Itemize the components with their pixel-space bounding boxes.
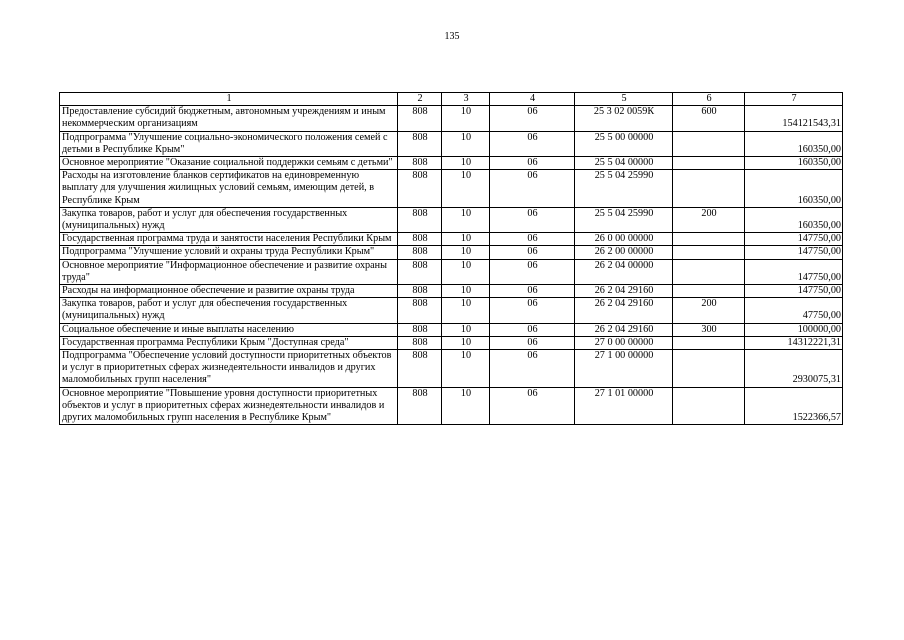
- row-expense-type-cell: 600: [673, 106, 745, 131]
- table-row: [60, 246, 843, 259]
- row-name-cell: Подпрограмма "Улучшение социально-экономического положения семей с детьми в Республике Крым": [60, 131, 398, 156]
- row-subsection-cell: 06: [490, 246, 575, 259]
- row-code-cell: 808: [398, 207, 442, 232]
- row-code-cell: 808: [398, 259, 442, 284]
- row-amount-cell: 147750,00: [745, 246, 843, 259]
- row-section-cell: 10: [442, 323, 490, 336]
- row-expense-type-cell: 200: [673, 207, 745, 232]
- row-expense-type-cell: [673, 285, 745, 298]
- row-code-cell: 808: [398, 233, 442, 246]
- row-name-cell: Расходы на информационное обеспечение и развитие охраны труда: [60, 285, 398, 298]
- row-code-cell: 808: [398, 387, 442, 425]
- row-section-cell: 10: [442, 259, 490, 284]
- row-subsection-cell: 06: [490, 170, 575, 208]
- row-expense-type-cell: [673, 259, 745, 284]
- row-section-cell: 10: [442, 157, 490, 170]
- row-name-cell: Расходы на изготовление бланков сертификатов на единовременную выплату для улучшения жилищных условий семьям, имеющим детей, в Республике Крым: [60, 170, 398, 208]
- row-name-cell: Социальное обеспечение и иные выплаты населению: [60, 323, 398, 336]
- row-section-cell: 10: [442, 106, 490, 131]
- row-name-cell: Государственная программа Республики Крым "Доступная среда": [60, 336, 398, 349]
- row-subsection-cell: 06: [490, 157, 575, 170]
- row-expense-type-cell: [673, 170, 745, 208]
- row-amount-cell: 160350,00: [745, 170, 843, 208]
- row-target-article-cell: 25 5 04 25990: [575, 170, 673, 208]
- header-col-6: 6: [673, 93, 745, 106]
- table-row: [60, 207, 843, 232]
- row-section-cell: 10: [442, 298, 490, 323]
- row-target-article-cell: 25 5 04 25990: [575, 207, 673, 232]
- row-code-cell: 808: [398, 131, 442, 156]
- row-code-cell: 808: [398, 323, 442, 336]
- row-section-cell: 10: [442, 170, 490, 208]
- row-amount-cell: 160350,00: [745, 207, 843, 232]
- table-header-row: [60, 93, 843, 106]
- row-name-cell: Подпрограмма "Обеспечение условий доступности приоритетных объектов и услуг в приоритетных сферах жизнедеятельности инвалидов и других маломобильных групп населения": [60, 350, 398, 388]
- row-expense-type-cell: [673, 246, 745, 259]
- row-amount-cell: 147750,00: [745, 233, 843, 246]
- row-section-cell: 10: [442, 233, 490, 246]
- row-amount-cell: 1522366,57: [745, 387, 843, 425]
- row-target-article-cell: 25 5 04 00000: [575, 157, 673, 170]
- table-row: [60, 170, 843, 208]
- header-col-3: 3: [442, 93, 490, 106]
- row-subsection-cell: 06: [490, 106, 575, 131]
- table-row: [60, 285, 843, 298]
- row-amount-cell: 100000,00: [745, 323, 843, 336]
- row-subsection-cell: 06: [490, 298, 575, 323]
- row-amount-cell: 47750,00: [745, 298, 843, 323]
- row-subsection-cell: 06: [490, 387, 575, 425]
- table-row: [60, 259, 843, 284]
- row-amount-cell: 154121543,31: [745, 106, 843, 131]
- row-section-cell: 10: [442, 131, 490, 156]
- page-number: 135: [444, 31, 460, 42]
- row-target-article-cell: 25 5 00 00000: [575, 131, 673, 156]
- row-subsection-cell: 06: [490, 336, 575, 349]
- row-expense-type-cell: [673, 233, 745, 246]
- table-row: [60, 106, 843, 131]
- row-target-article-cell: 27 1 01 00000: [575, 387, 673, 425]
- row-expense-type-cell: [673, 336, 745, 349]
- row-expense-type-cell: [673, 350, 745, 388]
- row-code-cell: 808: [398, 336, 442, 349]
- row-name-cell: Государственная программа труда и занятости населения Республики Крым: [60, 233, 398, 246]
- table-row: [60, 298, 843, 323]
- row-code-cell: 808: [398, 106, 442, 131]
- row-code-cell: 808: [398, 157, 442, 170]
- row-section-cell: 10: [442, 336, 490, 349]
- header-col-2: 2: [398, 93, 442, 106]
- budget-table: [59, 92, 843, 425]
- row-subsection-cell: 06: [490, 131, 575, 156]
- table-row: [60, 131, 843, 156]
- row-code-cell: 808: [398, 298, 442, 323]
- row-name-cell: Закупка товаров, работ и услуг для обеспечения государственных (муниципальных) нужд: [60, 207, 398, 232]
- row-target-article-cell: 25 3 02 0059К: [575, 106, 673, 131]
- row-subsection-cell: 06: [490, 350, 575, 388]
- header-col-1: 1: [60, 93, 398, 106]
- row-subsection-cell: 06: [490, 207, 575, 232]
- header-col-4: 4: [490, 93, 575, 106]
- table-row: [60, 323, 843, 336]
- row-target-article-cell: 27 1 00 00000: [575, 350, 673, 388]
- row-subsection-cell: 06: [490, 233, 575, 246]
- table-row: [60, 350, 843, 388]
- row-section-cell: 10: [442, 207, 490, 232]
- row-amount-cell: 2930075,31: [745, 350, 843, 388]
- row-name-cell: Предоставление субсидий бюджетным, автономным учреждениям и иным некоммерческим организациям: [60, 106, 398, 131]
- row-amount-cell: 160350,00: [745, 157, 843, 170]
- row-amount-cell: 160350,00: [745, 131, 843, 156]
- header-col-7: 7: [745, 93, 843, 106]
- row-amount-cell: 14312221,31: [745, 336, 843, 349]
- table-row: [60, 157, 843, 170]
- row-expense-type-cell: [673, 131, 745, 156]
- row-expense-type-cell: [673, 387, 745, 425]
- row-target-article-cell: 26 0 00 00000: [575, 233, 673, 246]
- row-name-cell: Подпрограмма "Улучшение условий и охраны труда Республики Крым": [60, 246, 398, 259]
- row-name-cell: Основное мероприятие "Информационное обеспечение и развитие охраны труда": [60, 259, 398, 284]
- row-code-cell: 808: [398, 246, 442, 259]
- row-section-cell: 10: [442, 285, 490, 298]
- row-code-cell: 808: [398, 285, 442, 298]
- row-target-article-cell: 26 2 00 00000: [575, 246, 673, 259]
- row-amount-cell: 147750,00: [745, 285, 843, 298]
- table-row: [60, 387, 843, 425]
- row-expense-type-cell: 300: [673, 323, 745, 336]
- row-target-article-cell: 26 2 04 29160: [575, 285, 673, 298]
- row-target-article-cell: 26 2 04 29160: [575, 323, 673, 336]
- row-target-article-cell: 27 0 00 00000: [575, 336, 673, 349]
- header-col-5: 5: [575, 93, 673, 106]
- table-row: [60, 233, 843, 246]
- row-code-cell: 808: [398, 170, 442, 208]
- row-expense-type-cell: 200: [673, 298, 745, 323]
- row-section-cell: 10: [442, 246, 490, 259]
- row-code-cell: 808: [398, 350, 442, 388]
- row-section-cell: 10: [442, 387, 490, 425]
- row-expense-type-cell: [673, 157, 745, 170]
- row-target-article-cell: 26 2 04 29160: [575, 298, 673, 323]
- table-row: [60, 336, 843, 349]
- row-name-cell: Закупка товаров, работ и услуг для обеспечения государственных (муниципальных) нужд: [60, 298, 398, 323]
- row-section-cell: 10: [442, 350, 490, 388]
- row-target-article-cell: 26 2 04 00000: [575, 259, 673, 284]
- row-name-cell: Основное мероприятие "Повышение уровня доступности приоритетных объектов и услуг в приоритетных сферах жизнедеятельности инвалидов и других маломобильных групп населения в Республике Крым": [60, 387, 398, 425]
- row-subsection-cell: 06: [490, 285, 575, 298]
- row-subsection-cell: 06: [490, 259, 575, 284]
- row-subsection-cell: 06: [490, 323, 575, 336]
- row-amount-cell: 147750,00: [745, 259, 843, 284]
- row-name-cell: Основное мероприятие "Оказание социальной поддержки семьям с детьми": [60, 157, 398, 170]
